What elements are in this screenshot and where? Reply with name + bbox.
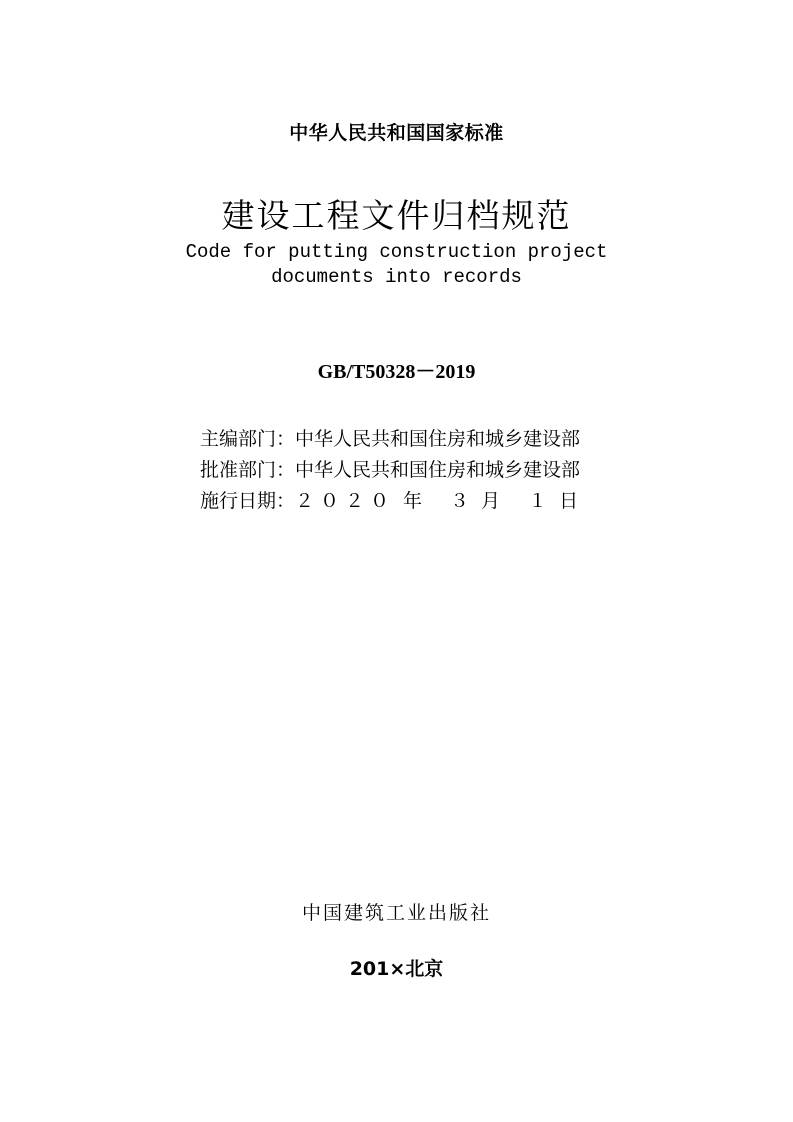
effective-year-unit: 年	[403, 490, 423, 512]
effective-month: ３	[450, 490, 470, 512]
publisher: 中国建筑工业出版社	[301, 902, 491, 924]
title-chinese: 建设工程文件归档规范	[221, 196, 572, 235]
issuance-info	[200, 424, 580, 517]
effective-date-row	[200, 486, 580, 517]
editor-department-label: 主编部门：	[200, 428, 296, 450]
title-english	[0, 240, 793, 290]
approver-department-row	[200, 455, 580, 486]
standard-code: GB/T50328－2019	[317, 361, 476, 383]
editor-department-row	[200, 424, 580, 455]
standard-series: 中华人民共和国国家标准	[289, 122, 504, 144]
approver-department-label: 批准部门：	[200, 459, 296, 481]
title-english-line-1: Code for putting construction project	[185, 241, 608, 263]
effective-day-unit: 日	[559, 490, 579, 512]
effective-day: １	[528, 490, 548, 512]
effective-month-unit: 月	[481, 490, 501, 512]
approver-department-value: 中华人民共和国住房和城乡建设部	[295, 459, 581, 481]
effective-date-label: 施行日期：	[200, 490, 296, 512]
publication-place-year: 201×北京	[349, 958, 444, 980]
title-english-line-2: documents into records	[271, 266, 522, 288]
editor-department-value: 中华人民共和国住房和城乡建设部	[295, 428, 581, 450]
effective-year: ２０２０	[295, 490, 396, 512]
